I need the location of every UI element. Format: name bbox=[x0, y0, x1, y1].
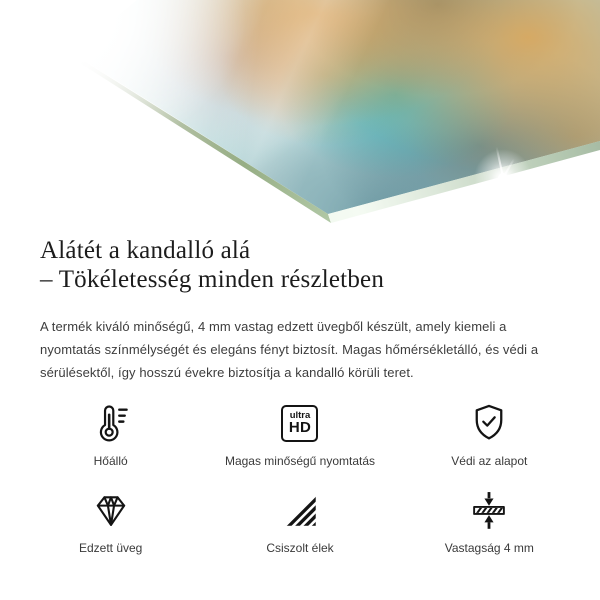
product-photo bbox=[0, 0, 600, 235]
feature-grid bbox=[16, 400, 584, 556]
feature-label: Védi az alapot bbox=[451, 454, 528, 468]
feature-tempered-glass bbox=[16, 487, 205, 556]
feature-label: Hőálló bbox=[93, 454, 128, 468]
feature-thickness bbox=[395, 487, 584, 556]
feature-label: Vastagság 4 mm bbox=[444, 541, 534, 555]
feature-label: Csiszolt élek bbox=[266, 541, 334, 555]
feature-polished-edges bbox=[205, 487, 394, 556]
diamond-icon bbox=[90, 489, 132, 531]
shield-check-icon bbox=[468, 402, 510, 444]
feature-label: Edzett üveg bbox=[78, 541, 143, 555]
polished-edges-icon bbox=[280, 490, 320, 530]
title-line-1: Alátét a kandalló alá bbox=[40, 237, 251, 264]
feature-label: Magas minőségű nyomtatás bbox=[224, 454, 376, 468]
feature-heat-resistant bbox=[16, 400, 205, 469]
feature-print-quality bbox=[205, 400, 394, 469]
title-line-2: – Tökéletesség minden részletben bbox=[40, 266, 385, 293]
product-description: A termék kiváló minőségű, 4 mm vastag edzett üvegből készült, amely kiemeli a nyomtatás színmélységét és elegáns fényt biztosít. Magas hőmérsékletálló, és védi a sérülésektől, így hosszú évekre biztosítja a kandalló körüli teret. bbox=[40, 319, 539, 380]
thermometer-icon bbox=[89, 401, 133, 445]
product-description-section bbox=[40, 236, 564, 384]
feature-protects-base bbox=[395, 400, 584, 469]
thickness-icon bbox=[468, 489, 510, 531]
ultra-hd-icon: ultra HD bbox=[281, 405, 318, 442]
page-title bbox=[40, 236, 564, 294]
